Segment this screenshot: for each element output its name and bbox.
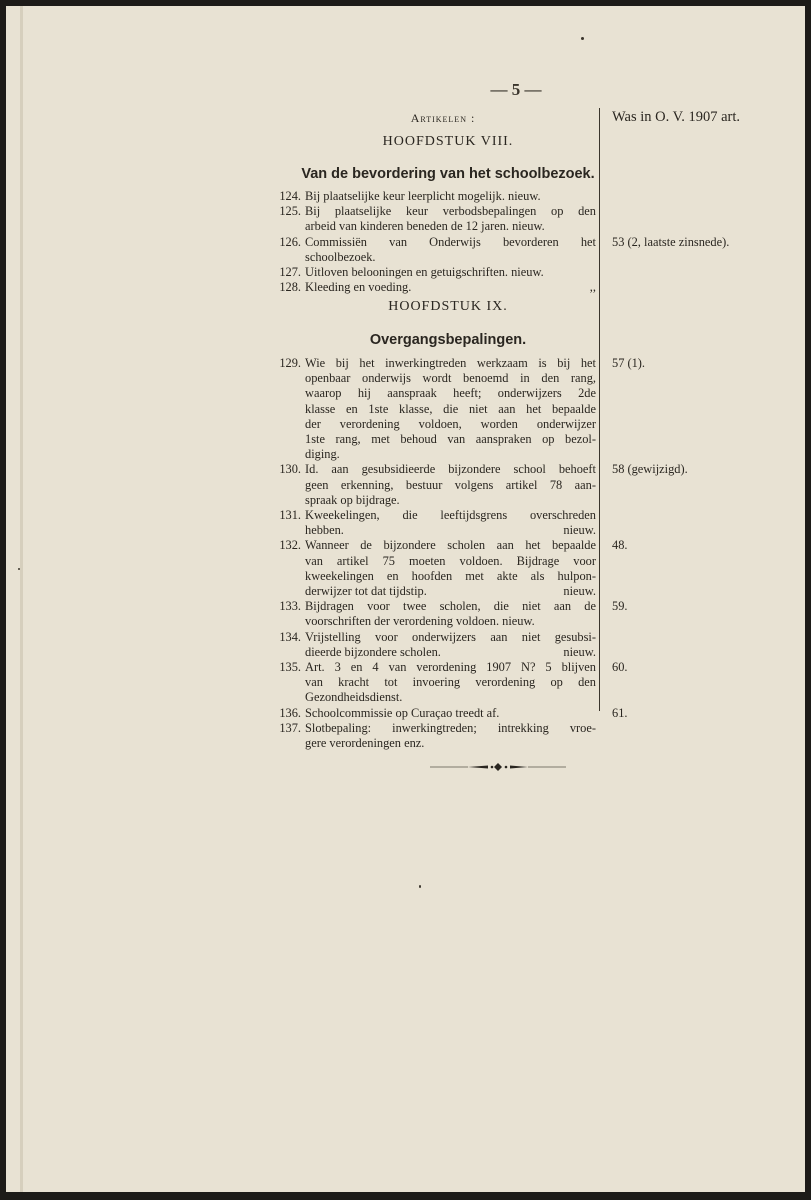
- article-text-line: [305, 204, 596, 218]
- article-text: Bij plaatselijke keur leerplicht mogelijk. nieuw.: [305, 189, 541, 203]
- article-text-line: [305, 280, 596, 294]
- article-text-line: [305, 706, 596, 720]
- reference-column-header: Was in O. V. 1907 art.: [612, 109, 740, 125]
- article-text-line: [305, 599, 596, 613]
- article-text-line: [305, 584, 596, 598]
- column-divider: [599, 108, 600, 711]
- article-tail: nieuw.: [563, 584, 596, 598]
- article-text-line: [305, 386, 596, 400]
- section-end-ornament: [430, 761, 566, 773]
- paper-speck: [581, 37, 584, 40]
- article-number: 137.: [279, 720, 301, 735]
- article-text: Schoolcommissie op Curaçao treedt af.: [305, 705, 500, 720]
- article-text: voorschriften der verordening voldoen. nieuw.: [305, 614, 535, 629]
- article-text-line: [305, 630, 596, 644]
- article-text-line: [305, 538, 596, 552]
- article-number: 127.: [279, 265, 301, 279]
- articles-column-header: Artikelen :: [410, 111, 476, 125]
- article-text: geen erkenning, bestuur volgens artikel 78 aan-: [305, 477, 596, 492]
- article-number: 128.: [279, 280, 301, 295]
- article-text-line: [305, 721, 596, 735]
- article-text-line: [305, 736, 596, 750]
- paper-speck: [18, 568, 20, 570]
- article-text-line: [305, 493, 596, 507]
- article-text-line: [305, 523, 596, 537]
- article-text: der verordening voldoen, worden onderwijzer: [305, 416, 596, 431]
- article-text: Slotbepaling: inwerkingtreden; intrekking vroe-: [305, 720, 596, 735]
- article-text: Bijdragen voor twee scholen, die niet aan de: [305, 599, 596, 614]
- article-tail: ,,: [589, 280, 596, 295]
- article-tail: nieuw.: [563, 523, 596, 538]
- article-text-line: [305, 402, 596, 416]
- article-text: gere verordeningen enz.: [305, 736, 425, 750]
- article-text-line: [305, 554, 596, 568]
- article-reference: 60.: [612, 660, 628, 674]
- article-reference: 53 (2, laatste zinsnede).: [612, 234, 730, 249]
- article-text: Vrijstelling voor onderwijzers aan niet gesubsi-: [305, 629, 596, 644]
- article-reference: 57 (1).: [612, 356, 646, 370]
- article-text-line: [305, 371, 596, 385]
- article-text-line: [305, 219, 596, 233]
- article-text-line: [305, 235, 596, 249]
- article-number: 136.: [279, 705, 301, 720]
- article-number: 126.: [279, 234, 301, 249]
- article-text-line: [305, 417, 596, 431]
- article-text-line: [305, 462, 596, 476]
- article-text-line: [305, 675, 596, 689]
- article-text: waarop hij aanspraak heeft; onderwijzers 2de: [305, 386, 596, 401]
- article-text-line: [305, 690, 596, 704]
- article-text-line: [305, 250, 596, 264]
- article-text-line: [305, 660, 596, 674]
- article-number: 131.: [279, 508, 301, 522]
- page-fold: [20, 6, 23, 1192]
- article-text: van artikel 75 moeten voldoen. Bijdrage voor: [305, 553, 596, 568]
- page-number: — 5 —: [490, 80, 542, 99]
- article-text: spraak op bijdrage.: [305, 492, 400, 507]
- chapter-8-title: HOOFDSTUK VIII.: [382, 134, 514, 149]
- article-text: derwijzer tot dat tijdstip.: [305, 584, 427, 598]
- article-text-line: [305, 478, 596, 492]
- article-number: 130.: [279, 462, 301, 477]
- chapter-9-subtitle: Overgangsbepalingen.: [369, 332, 527, 348]
- article-text: Wanneer de bijzondere scholen aan het bepaalde: [305, 538, 596, 553]
- article-text: dieerde bijzondere scholen.: [305, 644, 441, 659]
- article-text: klasse en 1ste klasse, die niet aan het bepaalde: [305, 401, 596, 416]
- article-text-line: [305, 432, 596, 446]
- article-text: kweekelingen en hoofden met akte als hulpon-: [305, 568, 596, 583]
- article-text: arbeid van kinderen beneden de 12 jaren. nieuw.: [305, 219, 545, 234]
- article-text: Gezondheidsdienst.: [305, 690, 403, 705]
- article-text: Uitloven belooningen en getuigschriften. nieuw.: [305, 265, 544, 279]
- article-reference: 48.: [612, 538, 628, 553]
- article-number: 132.: [279, 538, 301, 553]
- article-text: Bij plaatselijke keur verbodsbepalingen op den: [305, 204, 596, 219]
- article-text: schoolbezoek.: [305, 249, 376, 264]
- article-reference: 61.: [612, 705, 628, 720]
- article-text: hebben.: [305, 523, 344, 538]
- article-number: 134.: [279, 629, 301, 644]
- article-text-line: [305, 508, 596, 522]
- article-text-line: [305, 645, 596, 659]
- article-number: 133.: [279, 599, 301, 614]
- article-text-line: [305, 447, 596, 461]
- article-text: diging.: [305, 447, 340, 462]
- document-page: [6, 6, 805, 1192]
- article-text: van kracht tot invoering verordening op den: [305, 675, 596, 690]
- article-text: Kleeding en voeding.: [305, 280, 412, 295]
- article-text: Commissiën van Onderwijs bevorderen het: [305, 234, 596, 249]
- article-text: 1ste rang, met behoud van aanspraken op bezol-: [305, 432, 596, 446]
- article-text-line: [305, 614, 596, 628]
- article-text: openbaar onderwijs wordt benoemd in den rang,: [305, 371, 596, 386]
- chapter-8-subtitle: Van de bevordering van het schoolbezoek.: [301, 166, 595, 182]
- article-reference: 59.: [612, 599, 628, 614]
- article-text: Art. 3 en 4 van verordening 1907 N? 5 blijven: [305, 660, 596, 674]
- article-text: Wie bij het inwerkingtreden werkzaam is bij het: [305, 356, 596, 370]
- article-text-line: [305, 265, 596, 279]
- article-text-line: [305, 356, 596, 370]
- article-number: 135.: [279, 660, 301, 674]
- article-text-line: [305, 189, 596, 203]
- article-number: 129.: [279, 356, 301, 370]
- article-tail: nieuw.: [563, 644, 596, 659]
- article-text: Id. aan gesubsidieerde bijzondere school behoeft: [305, 462, 596, 477]
- article-number: 124.: [279, 189, 301, 203]
- article-reference: 58 (gewijzigd).: [612, 462, 688, 477]
- paper-speck: [419, 885, 421, 888]
- article-text: Kweekelingen, die leeftijdsgrens overschreden: [305, 508, 596, 522]
- article-number: 125.: [279, 204, 301, 219]
- chapter-9-title: HOOFDSTUK IX.: [388, 299, 508, 314]
- article-text-line: [305, 569, 596, 583]
